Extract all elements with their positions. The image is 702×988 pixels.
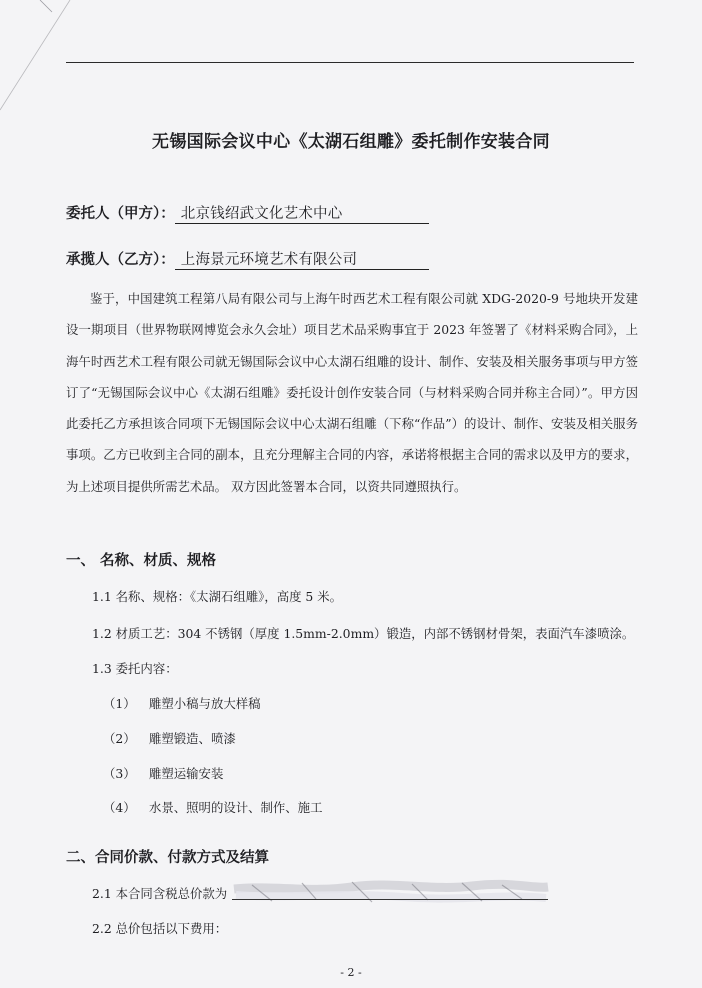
item-1-2: 1.2 材质工艺：304 不锈钢（厚度 1.5mm-2.0mm）锻造，内部不锈钢材骨架，表面汽车漆喷涂。 [92,626,635,641]
item-1-3: 1.3 委托内容： [92,661,178,676]
sub-item-text: 雕塑小稿与放大样稿 [149,696,261,711]
sub-item-text: 水景、照明的设计、制作、施工 [149,800,323,815]
item-2-2: 2.2 总价包括以下费用： [92,921,228,936]
party-a [66,202,429,224]
scan-corner-mark [0,0,80,120]
sub-item-number: （1） [103,696,136,711]
section-2-heading: 二、合同价款、付款方式及结算 [66,849,269,866]
sub-item-number: （4） [103,800,136,815]
party-b [66,248,429,270]
amount-underline [232,899,548,900]
party-b-label: 承揽人（乙方）： [66,251,175,268]
party-b-name: 上海景元环境艺术有限公司 [175,248,429,270]
sub-item-number: （2） [103,731,136,746]
header-rule [66,62,634,63]
page-number: - 2 - [340,966,362,979]
sub-item [103,764,223,782]
sub-item-text: 雕塑运输安装 [149,766,224,781]
sub-item [103,798,322,816]
sub-item [103,729,236,747]
item-1-1: 1.1 名称、规格：《太湖石组雕》，高度 5 米。 [92,589,343,604]
item-2-1: 2.1 本合同含税总价款为 [92,886,228,901]
sub-item-text: 雕塑锻造、喷漆 [149,731,236,746]
sub-item [103,694,261,712]
section-1-heading: 一、 名称、材质、规格 [66,552,217,569]
contract-title: 无锡国际会议中心《太湖石组雕》委托制作安装合同 [152,132,550,152]
redaction-scribble [232,877,550,909]
preamble-paragraph: 鉴于，中国建筑工程第八局有限公司与上海午时西艺术工程有限公司就 XDG-2020-9 号地块开发建设一期项目（世界物联网博览会永久会址）项目艺术品采购事宜于 2023 年签署了《材料采购合同》，上海午时西艺术工程有限公司就无锡国际会议中心太湖石组雕的设计、制作、安装及相关服务事项与甲方签订了“无锡国际会议中心《太湖石组雕》委托设计创作安装合同（与材料采购合同并称主合同）”。甲方因此委托乙方承担该合同项下无锡国际会议中心太湖石组雕（下称“作品”）的设计、制作、安装及相关服务事项。乙方已收到主合同的副本，且充分理解主合同的内容，承诺将根据主合同的需求以及甲方的要求，为上述项目提供所需艺术品。 双方因此签署本合同，以资共同遵照执行。 [66,291,638,494]
party-a-label: 委托人（甲方）： [66,205,175,222]
party-a-name: 北京钱绍武文化艺术中心 [175,202,429,224]
sub-item-number: （3） [103,766,136,781]
